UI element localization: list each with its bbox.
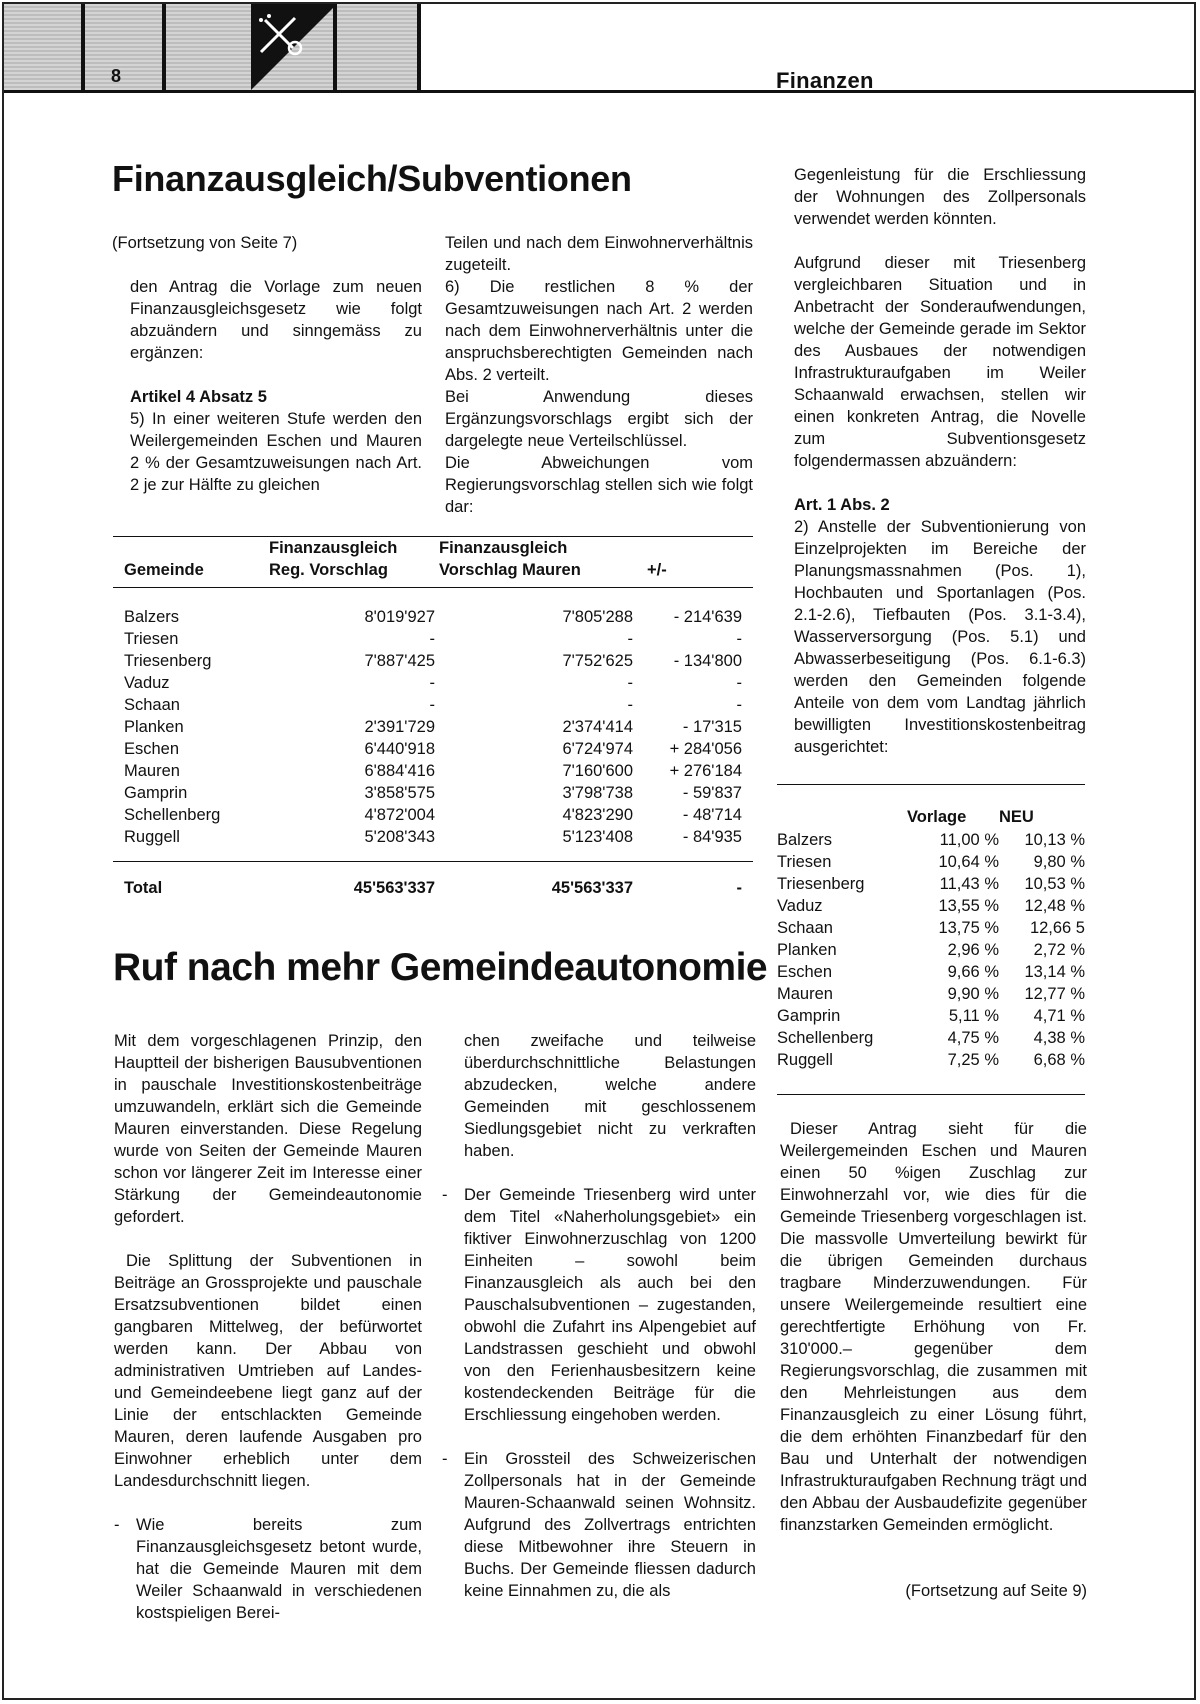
neu-cell: 12,77 % <box>1024 985 1085 1003</box>
gemeinde-cell: Vaduz <box>124 674 170 692</box>
bullet-item: - Der Gemeinde Triesenberg wird unter dem Titel «Naherholungsgebiet» ein fiktiver Einwohnerzuschlag von 1200 Einheiten – sowohl beim Finanzausgleich als auch bei den Pauschalsubventionen – zugestanden, obwohl die Zufahrt ins Alpengebiet auf Landstrassen geschieht und obwohl von den Ferienhausbesitzern keine kostendeckenden Beiträge für die Erschliessung eingehoben werden. <box>442 1184 756 1426</box>
vorlage-cell: 9,66 % <box>947 963 999 981</box>
table-row <box>124 825 742 847</box>
diff-cell: - <box>736 696 742 714</box>
gemeinde-cell: Schaan <box>777 919 833 937</box>
gemeinde-cell: Mauren <box>777 985 833 1003</box>
column-header: NEU <box>999 808 1034 826</box>
table-row <box>124 781 742 803</box>
reg-vorschlag-cell: 8'019'927 <box>364 608 435 626</box>
table-row <box>777 850 1085 872</box>
diff-cell: - 214'639 <box>673 608 742 626</box>
paragraph: Die Abweichungen vom Regierungsvorschlag stellen sich wie folgt dar: <box>445 454 753 516</box>
gemeinde-cell: Triesen <box>777 853 832 871</box>
article-text: 5) In einer weiteren Stufe werden den Weilergemeinden Eschen und Mauren 2 % der Gesamtzuweisungen nach Art. 2 je zur Hälfte zu gleichen <box>130 410 422 494</box>
intro-paragraph: den Antrag die Vorlage zum neuen Finanzausgleichsgesetz wie folgt abzuändern und sinngemäss zu ergänzen: <box>130 278 422 362</box>
table-total-row <box>124 876 742 898</box>
vorlage-cell: 5,11 % <box>948 1007 999 1025</box>
table-total-rule <box>113 861 753 862</box>
table-row <box>777 872 1085 894</box>
vorlage-cell: 10,64 % <box>938 853 999 871</box>
table-row <box>124 737 742 759</box>
vorschlag-mauren-cell: - <box>627 696 633 714</box>
reg-vorschlag-cell: - <box>429 696 435 714</box>
vorlage-cell: 9,90 % <box>947 985 999 1003</box>
finanzausgleich-table-body <box>124 605 742 847</box>
column-2 <box>445 232 753 518</box>
vorlage-cell: 13,75 % <box>938 919 999 937</box>
header-bar <box>81 4 85 90</box>
neu-cell: 6,68 % <box>1033 1051 1085 1069</box>
column-header: +/- <box>647 561 667 579</box>
column-header: Vorlage <box>907 808 967 826</box>
gemeinde-cell: Triesenberg <box>777 875 865 893</box>
continued-note <box>780 1580 1087 1602</box>
table-row <box>777 916 1085 938</box>
ruf-column-2 <box>442 1030 756 1602</box>
paragraph: chen zweifache und teilweise überdurchschnittliche Belastungen abzudecken, welche andere Gemeinden mit geschlossenem Siedlungsgebiet nicht zu verkraften haben. <box>464 1032 756 1160</box>
reg-vorschlag-cell: 6'884'416 <box>364 762 435 780</box>
column-1-body <box>130 276 422 496</box>
table-row <box>777 982 1085 1004</box>
column-header: Vorschlag Mauren <box>439 561 581 579</box>
gemeinde-cell: Vaduz <box>777 897 823 915</box>
column-3 <box>794 164 1086 758</box>
total-diff: - <box>736 879 742 897</box>
reg-vorschlag-cell: - <box>429 630 435 648</box>
vorschlag-mauren-cell: 4'823'290 <box>562 806 633 824</box>
gemeinde-cell: Ruggell <box>777 1051 833 1069</box>
paragraph: Aufgrund dieser mit Triesenberg vergleichbaren Situation und in Anbetracht der Sonderaufwendungen, welche der Gemeinde gerade im Sektor des Ausbaues der notwendigen Infrastrukturaufgaben im Weiler Schaanwald erwachsen, stellen wir einen konkreten Antrag, die Novelle zum Subventionsgesetz folgendermassen abzuändern: <box>794 254 1086 470</box>
neu-cell: 12,66 5 <box>1029 919 1085 937</box>
total-label: Total <box>124 879 163 897</box>
gemeinde-cell: Planken <box>124 718 184 736</box>
diff-cell: - <box>736 674 742 692</box>
diff-cell: - 48'714 <box>682 806 742 824</box>
continuation-note: (Fortsetzung von Seite 7) <box>112 234 298 252</box>
reg-vorschlag-cell: 3'858'575 <box>364 784 435 802</box>
continuation-note: (Fortsetzung auf Seite 9) <box>905 1582 1087 1600</box>
reg-vorschlag-cell: - <box>429 674 435 692</box>
table-row <box>124 627 742 649</box>
table-row <box>124 671 742 693</box>
total-mauren: 45'563'337 <box>551 879 633 897</box>
vorschlag-mauren-cell: 7'160'600 <box>562 762 633 780</box>
paragraph: 2) Anstelle der Subventionierung von Einzelprojekten im Bereiche der Planungsmassnahmen (Pos. 1), Hochbauten und Sportanlagen (Pos. 2.1-2.6), Tiefbauten (Pos. 3.1-3.4), Wasserversorgung (Pos. 5.1) und Abwasserbeseitigung (Pos. 6.1-6.3) werden den Gemeinden folgende Anteile von dem vom Landtag jährlich bewilligten Investitionskostenbeitrag ausgerichtet: <box>794 518 1086 756</box>
vorschlag-mauren-cell: 6'724'974 <box>562 740 633 758</box>
gemeinde-cell: Eschen <box>124 740 180 758</box>
gemeinde-cell: Eschen <box>777 963 833 981</box>
vorschlag-mauren-cell: 3'798'738 <box>562 784 633 802</box>
paragraph: Gegenleistung für die Erschliessung der Wohnungen des Zollpersonals verwendet werden könnten. <box>794 166 1086 228</box>
table-row <box>124 693 742 715</box>
paragraph: Dieser Antrag sieht für die Weilergemeinden Eschen und Mauren einen 50 %igen Zuschlag zur Einwohnerzahl vor, wie dies für die Gemeinde Triesenberg vorgeschlagen ist. Die massvolle Umverteilung bewirkt für die übrigen Gemeinden durchaus tragbare Minderzuwendungen. Für unsere Weilergemeinde resultiert eine gerechtfertigte Erhöhung von Fr. 310'000.– gegenüber dem Regierungsvorschlag, die zusammen mit den Mehrleistungen aus dem Finanzausgleich zu einer Lösung führt, die dem erhöhten Finanzbedarf für den Bau und Unterhalt der notwendigen Infrastrukturaufgaben Rechnung trägt und den Abbau der Ausbaudefizite gegenüber finanzstarken Gemeinden ermöglicht. <box>780 1120 1087 1534</box>
table-row <box>124 759 742 781</box>
neu-cell: 10,53 % <box>1024 875 1085 893</box>
column-3-bottom <box>780 1118 1087 1536</box>
table-row <box>124 649 742 671</box>
page-number: 8 <box>111 66 122 86</box>
vorlage-cell: 2,96 % <box>947 941 999 959</box>
gemeinde-cell: Ruggell <box>124 828 180 846</box>
reg-vorschlag-cell: 5'208'343 <box>364 828 435 846</box>
gemeinde-cell: Gamprin <box>777 1007 841 1025</box>
reg-vorschlag-cell: 4'872'004 <box>364 806 435 824</box>
gemeinde-cell: Triesenberg <box>124 652 212 670</box>
section-title: Finanzen <box>776 68 874 93</box>
diff-cell: - 84'935 <box>682 828 742 846</box>
vorlage-cell: 4,75 % <box>947 1029 999 1047</box>
neu-cell: 9,80 % <box>1033 853 1085 871</box>
paragraph: 6) Die restlichen 8 % der Gesamtzuweisungen nach Art. 2 werden nach dem Einwohnerverhältnis unter die anspruchsberechtigten Gemeinden nach Abs. 2 verteilt. <box>445 278 753 384</box>
vorschlag-mauren-cell: 5'123'408 <box>562 828 633 846</box>
vorlage-cell: 11,43 % <box>939 875 999 893</box>
total-reg: 45'563'337 <box>353 879 435 897</box>
vorlage-cell: 13,55 % <box>938 897 999 915</box>
table-bottom-rule <box>777 1094 1085 1095</box>
table-row <box>777 1004 1085 1026</box>
neu-cell: 13,14 % <box>1024 963 1085 981</box>
gemeinde-cell: Schaan <box>124 696 180 714</box>
header-band <box>4 4 419 92</box>
paragraph: Teilen und nach dem Einwohnerverhältnis zugeteilt. <box>445 234 753 274</box>
column-header: Finanzausgleich <box>269 539 398 557</box>
paragraph: Mit dem vorgeschlagenen Prinzip, den Hauptteil der bisherigen Bausubventionen in pauschale Investitionskostenbeiträge umzuwandeln, erklärt sich die Gemeinde Mauren einverstanden. Diese Regelung wurde von Seiten der Gemeinde Mauren schon vor längerer Zeit im Interesse einer Stärkung der Gemeindeautonomie gefordert. <box>114 1032 422 1226</box>
gemeinde-cell: Planken <box>777 941 837 959</box>
column-header: Gemeinde <box>124 561 204 579</box>
table-row <box>777 1026 1085 1048</box>
paragraph: Bei Anwendung dieses Ergänzungsvorschlags ergibt sich der dargelegte neue Verteilschlüssel. <box>445 388 753 450</box>
neu-cell: 4,71 % <box>1033 1007 1085 1025</box>
diff-cell: - 59'837 <box>682 784 742 802</box>
reg-vorschlag-cell: 6'440'918 <box>364 740 435 758</box>
diff-cell: + 284'056 <box>669 740 742 758</box>
diff-cell: - 134'800 <box>673 652 742 670</box>
gemeinde-cell: Balzers <box>124 608 180 626</box>
vorschlag-mauren-cell: - <box>627 674 633 692</box>
neu-cell: 12,48 % <box>1024 897 1085 915</box>
table-row <box>777 960 1085 982</box>
gemeinde-cell: Schellenberg <box>777 1029 874 1047</box>
header-bar <box>417 4 421 90</box>
reg-vorschlag-cell: 2'391'729 <box>364 718 435 736</box>
neu-cell: 2,72 % <box>1033 941 1085 959</box>
table-row <box>124 715 742 737</box>
header-rule <box>4 90 1194 93</box>
column-header: Finanzausgleich <box>439 539 568 557</box>
gemeinde-cell: Mauren <box>124 762 180 780</box>
table-row <box>124 605 742 627</box>
vorschlag-mauren-cell: - <box>627 630 633 648</box>
vorschlag-mauren-cell: 2'374'414 <box>562 718 633 736</box>
logo-crossed-tools-icon <box>251 4 337 90</box>
gemeinde-cell: Schellenberg <box>124 806 221 824</box>
table-top-rule <box>777 784 1085 785</box>
diff-cell: + 276'184 <box>669 762 742 780</box>
gemeinde-cell: Balzers <box>777 831 833 849</box>
finanzausgleich-table <box>124 537 742 581</box>
article-title: Ruf nach mehr Gemeindeautonomie <box>113 946 768 989</box>
article-title: Finanzausgleich/Subventionen <box>112 158 632 199</box>
article-heading: Art. 1 Abs. 2 <box>794 496 890 514</box>
ruf-column-1 <box>114 1030 422 1624</box>
diff-cell: - 17'315 <box>682 718 742 736</box>
article-heading: Artikel 4 Absatz 5 <box>130 388 267 406</box>
diff-cell: - <box>736 630 742 648</box>
column-header: Reg. Vorschlag <box>269 561 388 579</box>
header-bar <box>162 4 166 90</box>
vorlage-cell: 7,25 % <box>947 1051 999 1069</box>
vorlage-cell: 11,00 % <box>939 831 999 849</box>
vorschlag-mauren-cell: 7'805'288 <box>562 608 633 626</box>
table-row <box>777 1048 1085 1070</box>
table-row <box>777 894 1085 916</box>
gemeinde-cell: Gamprin <box>124 784 188 802</box>
vorschlag-mauren-cell: 7'752'625 <box>562 652 633 670</box>
neu-cell: 10,13 % <box>1024 831 1085 849</box>
table-row <box>124 803 742 825</box>
paragraph: Die Splittung der Subventionen in Beiträge an Grossprojekte und pauschale Ersatzsubventionen bildet einen gangbaren Mittelweg, der befürwortet werden kann. Der Abbau von administrativen Umtrieben auf Landes- und Gemeindeebene liegt ganz auf der Linie der entschlackten Gemeinde Mauren, deren laufende Ausgaben pro Einwohner erheblich unter dem Landesdurchschnitt liegen. <box>114 1252 422 1490</box>
column-1 <box>112 232 422 254</box>
bullet-item: - Ein Grossteil des Schweizerischen Zollpersonals hat in der Gemeinde Mauren-Schaanwald seinen Wohnsitz. Aufgrund des Zollvertrags entrichten diese Mitbewohner ihre Steuern in Buchs. Der Gemeinde fliessen dadurch keine Einnahmen zu, die als <box>442 1448 756 1602</box>
anteile-table <box>777 806 1085 1070</box>
finanzausgleich-total <box>124 876 742 898</box>
table-row <box>777 938 1085 960</box>
table-header-rule <box>113 587 753 588</box>
gemeinde-cell: Triesen <box>124 630 179 648</box>
bullet-item: - Wie bereits zum Finanzausgleichsgesetz betont wurde, hat die Gemeinde Mauren mit dem Weiler Schaanwald in verschiedenen kostspieligen Berei- <box>114 1514 422 1624</box>
reg-vorschlag-cell: 7'887'425 <box>364 652 435 670</box>
table-row <box>777 828 1085 850</box>
neu-cell: 4,38 % <box>1033 1029 1085 1047</box>
